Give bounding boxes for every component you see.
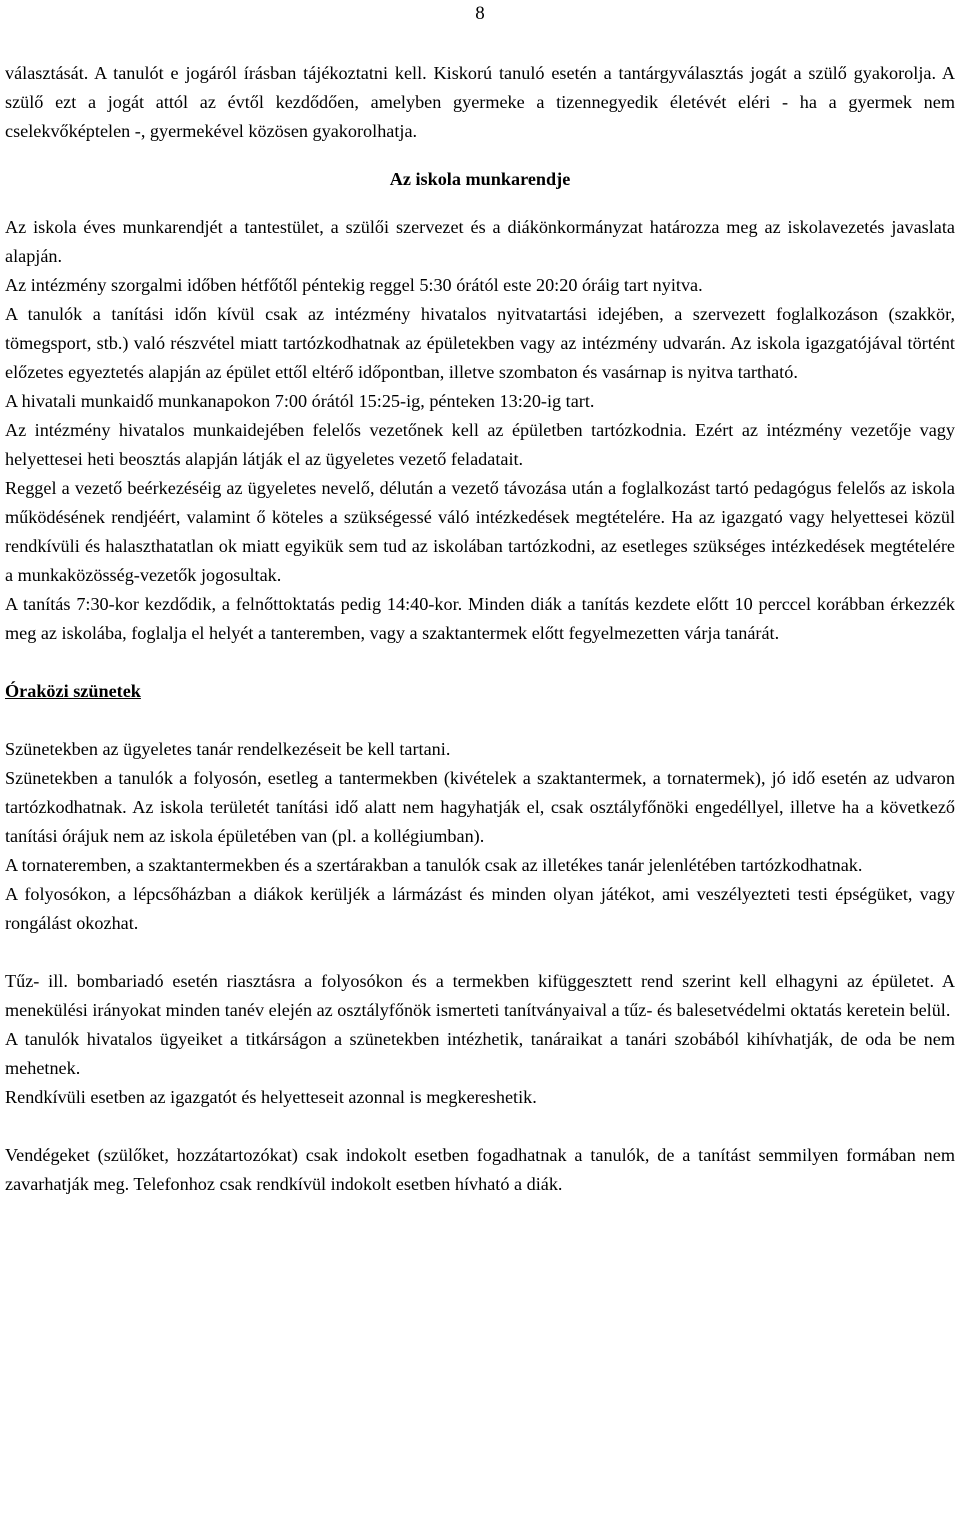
spacer	[5, 146, 955, 165]
spacer	[5, 648, 955, 677]
paragraph: A tanulók a tanítási időn kívül csak az intézmény hivatalos nyitvatartási idejében, a szervezett foglalkozáson (szakkör, tömegsport, stb.) való részvétel miatt tartózkodhatnak az épületekben vagy az intézmény udvarán. Az iskola igazgatójával történt előzetes egyeztetés alapján az épület ettől eltérő időpontban, illetve szombaton és vasárnap is nyitva tartható.	[5, 304, 955, 382]
paragraph: Rendkívüli esetben az igazgatót és helyetteseit azonnal is megkereshetik.	[5, 1087, 537, 1107]
paragraph: A folyosókon, a lépcsőházban a diákok kerüljék a lármázást és minden olyan játékot, ami veszélyezteti testi épségüket, vagy rongálást okozhat.	[5, 884, 955, 933]
spacer	[5, 1112, 955, 1141]
page-number: 8	[475, 3, 485, 24]
paragraph: A hivatali munkaidő munkanapokon 7:00 órától 15:25-ig, pénteken 13:20-ig tart.	[5, 391, 595, 411]
paragraph: A tanítás 7:30-kor kezdődik, a felnőttoktatás pedig 14:40-kor. Minden diák a tanítás kezdete előtt 10 perccel korábban érkezzék meg az iskolába, foglalja el helyét a tanteremben, vagy a szaktantermek előtt fegyelmezetten várja tanárát.	[5, 594, 955, 643]
paragraph: Tűz- ill. bombariadó esetén riasztásra a folyosókon és a termekben kifüggesztett rend szerint kell elhagyni az épületet. A menekülési irányokat minden tanév elején az osztályfőnök ismerteti tanítványaival a tűz- és balesetvédelmi oktatás keretein belül.	[5, 971, 955, 1020]
paragraph: Szünetekben a tanulók a folyosón, esetleg a tantermekben (kivételek a szaktantermek, a tornatermek), jó idő esetén az udvaron tartózkodhatnak. Az iskola területét tanítási idő alatt nem hagyhatják el, csak osztályfőnöki engedéllyel, illetve ha a következő tanítási órájuk nem az iskola épületében van (pl. a kollégiumban).	[5, 768, 955, 846]
paragraph: Az intézmény szorgalmi időben hétfőtől péntekig reggel 5:30 órától este 20:20 óráig tart nyitva.	[5, 275, 703, 295]
paragraph: A tanulók hivatalos ügyeiket a titkárságon a szünetekben intézhetik, tanáraikat a tanári szobából kihívhatják, de oda be nem mehetnek.	[5, 1029, 955, 1078]
paragraph: Az intézmény hivatalos munkaidejében felelős vezetőnek kell az épületben tartózkodnia. Ezért az intézmény vezetője vagy helyettesei heti beosztás alapján látják el az ügyeletes vezető feladatait.	[5, 420, 955, 469]
paragraph: Reggel a vezető beérkezéséig az ügyeletes nevelő, délután a vezető távozása után a foglalkozást tartó pedagógus felelős az iskola működésének rendjéért, valamint ő köteles a szükségessé váló intézkedések megtételére. Ha az igazgató vagy helyettesei közül rendkívüli és halaszthatatlan ok miatt egyikük sem tud az iskolában tartózkodni, az esetleges szükséges intézkedések megtételére a munkaközösség-vezetők jogosultak.	[5, 478, 955, 585]
paragraph: Szünetekben az ügyeletes tanár rendelkezéseit be kell tartani.	[5, 739, 451, 759]
section-heading-munkarend: Az iskola munkarendje	[389, 169, 571, 189]
spacer	[5, 706, 955, 735]
spacer	[5, 194, 955, 213]
paragraph: Vendégeket (szülőket, hozzátartozókat) csak indokolt esetben fogadhatnak a tanulók, de a tanítást semmilyen formában nem zavarhatják meg. Telefonhoz csak rendkívül indokolt esetben hívható a diák.	[5, 1145, 955, 1194]
intro-paragraph: választását. A tanulót e jogáról írásban tájékoztatni kell. Kiskorú tanuló esetén a tantárgyválasztás jogát a szülő gyakorolja. A szülő ezt a jogát attól az évtől kezdődően, amelyben gyermeke a tizennegyedik életévét eléri - ha a gyermek nem cselekvőképtelen -, gyermekével közösen gyakorolhatja.	[5, 63, 955, 141]
document-body	[5, 59, 955, 1199]
paragraph: A tornateremben, a szaktantermekben és a szertárakban a tanulók csak az illetékes tanár jelenlétében tartózkodhatnak.	[5, 855, 863, 875]
section-heading-szunetek: Óraközi szünetek	[5, 681, 141, 701]
spacer	[5, 938, 955, 967]
paragraph: Az iskola éves munkarendjét a tantestület, a szülői szervezet és a diákönkormányzat határozza meg az iskolavezetés javaslata alapján.	[5, 217, 955, 266]
